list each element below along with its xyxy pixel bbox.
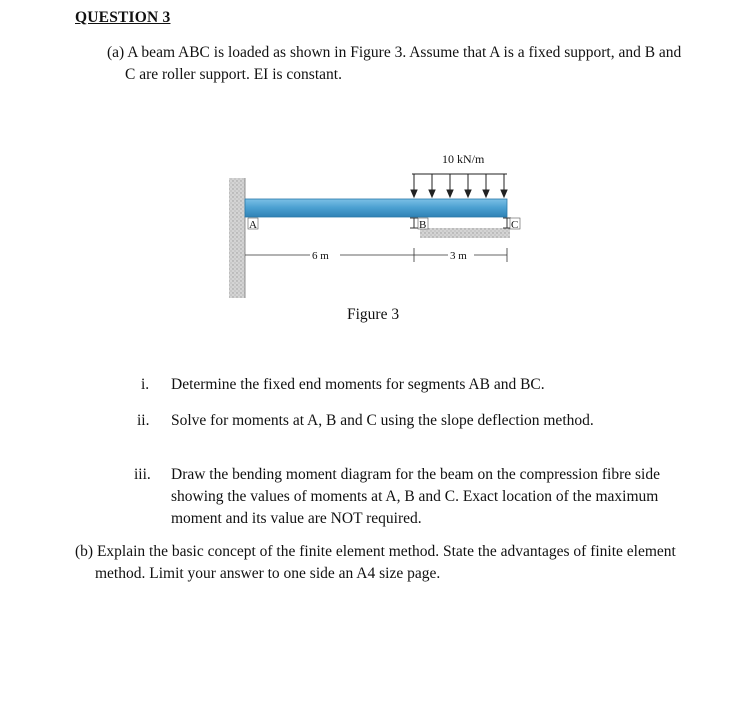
figure-caption: Figure 3 bbox=[347, 306, 400, 323]
item-numeral: ii. bbox=[137, 412, 150, 429]
item-text-line: Determine the fixed end moments for segments AB and BC. bbox=[171, 376, 545, 393]
dimension-ab bbox=[245, 248, 414, 262]
question-heading: QUESTION 3 bbox=[75, 9, 171, 26]
beam bbox=[245, 199, 507, 217]
load-arrows bbox=[411, 174, 507, 197]
item-text-line: Solve for moments at A, B and C using the slope deflection method. bbox=[171, 412, 594, 429]
roller-support-b bbox=[410, 218, 418, 228]
part-b-text-line2: method. Limit your answer to one side an A4 size page. bbox=[95, 565, 441, 582]
item-numeral: i. bbox=[141, 376, 150, 393]
label-a: A bbox=[249, 219, 257, 231]
item-text-line: showing the values of moments at A, B and C. Exact location of the maximum bbox=[171, 488, 659, 505]
dimension-bc-label: 3 m bbox=[450, 250, 467, 262]
item-text-line: moment and its value are NOT required. bbox=[171, 510, 422, 527]
label-c: C bbox=[511, 219, 519, 231]
part-b-text-line1: (b) Explain the basic concept of the finite element method. State the advantages of finite element bbox=[75, 543, 676, 560]
part-a-text-line1: (a) A beam ABC is loaded as shown in Figure 3. Assume that A is a fixed support, and B and bbox=[107, 44, 682, 61]
item-numeral: iii. bbox=[134, 466, 151, 483]
beam-figure bbox=[225, 145, 525, 305]
fixed-support-wall bbox=[229, 178, 245, 298]
part-a-text-line2: C are roller support. EI is constant. bbox=[125, 66, 342, 83]
label-b: B bbox=[419, 219, 427, 231]
load-label: 10 kN/m bbox=[442, 152, 485, 166]
item-text-line: Draw the bending moment diagram for the beam on the compression fibre side bbox=[171, 466, 660, 483]
ground-strip bbox=[420, 228, 510, 238]
dimension-ab-label: 6 m bbox=[312, 250, 329, 262]
